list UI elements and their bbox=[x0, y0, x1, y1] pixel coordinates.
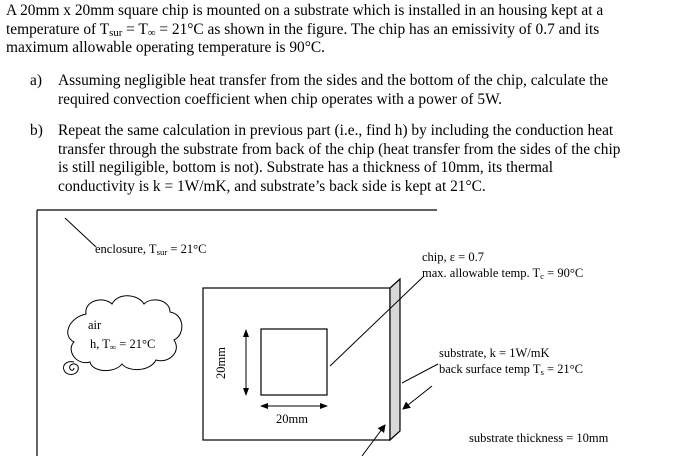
intro-line-1: A 20mm x 20mm square chip is mounted on a substrate which is installed in an housing kept at a bbox=[6, 2, 604, 19]
question-b-line: transfer through the substrate from back of the chip (heat transfer from the sides of the chip bbox=[58, 140, 621, 158]
question-b-text bbox=[58, 122, 690, 196]
dimension-horizontal-label: 20mm bbox=[276, 412, 308, 426]
air-cloud bbox=[68, 296, 182, 371]
chip-label-1: chip, ε = 0.7 bbox=[422, 250, 484, 264]
enclosure-label: enclosure, $T_{sur} = 21^\circ C$ bbox=[95, 242, 207, 257]
question-b-label: b) bbox=[30, 122, 43, 139]
enclosure-leader bbox=[65, 218, 96, 247]
question-b-line: Repeat the same calculation in previous part (i.e., find h) by including the conduction heat bbox=[58, 122, 614, 139]
air-label: air bbox=[88, 318, 102, 332]
thickness-arrow-right bbox=[403, 386, 432, 409]
substrate-thickness-label: substrate thickness = 10mm bbox=[469, 431, 609, 445]
intro-line-2: temperature of $T_{sur} = T_\infty = 21^\circ C$ as shown in the figure. The chip has an emissivity of 0.7 and its bbox=[6, 20, 600, 39]
air-h-label: h, $T_\infty = 21^\circ C$ bbox=[90, 337, 156, 352]
question-a-line: required convection coefficient when chip operates with a power of 5W. bbox=[58, 90, 503, 108]
chip bbox=[261, 329, 327, 395]
intro-line-3: maximum allowable operating temperature is 90°C. bbox=[6, 39, 326, 56]
question-a-text bbox=[58, 72, 690, 109]
question-a-line: Assuming negligible heat transfer from the sides and the bottom of the chip, calculate the bbox=[58, 72, 609, 89]
chip-label-2: max. allowable temp. $T_c = 90^\circ C$ bbox=[422, 266, 584, 281]
question-b-line: conductivity is k = 1W/mK, and substrate’s back side is kept at 21°C. bbox=[58, 177, 486, 195]
dimension-vertical-label: 20mm bbox=[213, 347, 228, 379]
air-cloud-spiral bbox=[63, 362, 78, 375]
question-a-label: a) bbox=[30, 72, 42, 89]
substrate-label-2: back surface temp $T_s = 21^\circ C$ bbox=[439, 362, 584, 377]
chip-substrate-figure bbox=[0, 200, 690, 456]
substrate-label-1: substrate, k = 1W/mK bbox=[439, 346, 550, 360]
question-b-line: is still negiligible, bottom is not). Substrate has a thickness of 10mm, its thermal bbox=[58, 159, 554, 176]
problem-intro bbox=[6, 2, 686, 58]
substrate-leader bbox=[402, 364, 438, 383]
